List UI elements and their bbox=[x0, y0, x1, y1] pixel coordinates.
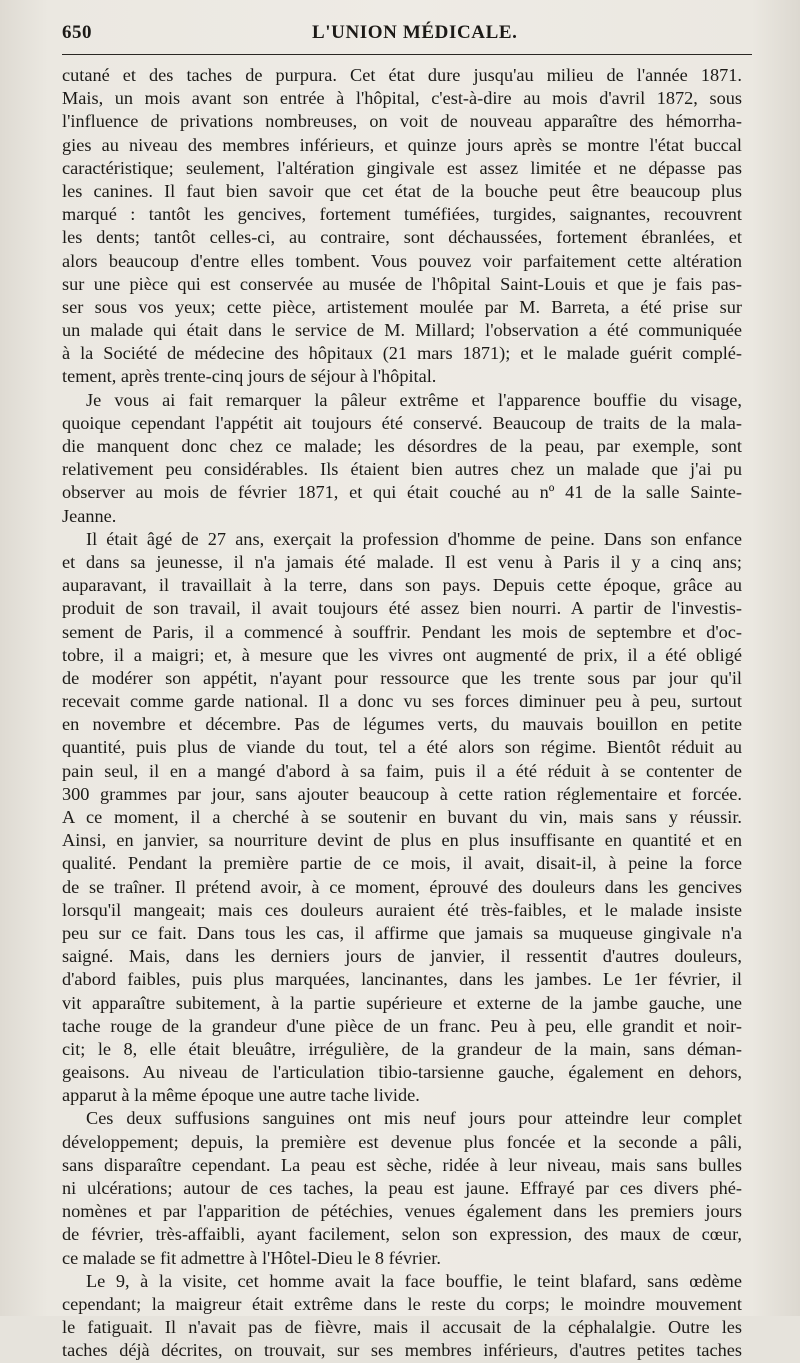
text-line: l'influence de privations nombreuses, on voit de nouveau apparaître des hémorrha- bbox=[62, 111, 742, 132]
text-line: peu sur ce fait. Dans tous les cas, il affirme que jamais sa muqueuse gingivale n'a bbox=[62, 922, 742, 943]
text-line: produit de son travail, il avait toujours été assez bien nourri. A partir de l'investis- bbox=[62, 598, 742, 619]
text-line: sans disparaître cependant. La peau est sèche, ridée à leur niveau, mais sans bulles bbox=[62, 1154, 742, 1175]
text-line: Mais, un mois avant son entrée à l'hôpital, c'est-à-dire au mois d'avril 1872, sous bbox=[62, 88, 742, 109]
text-line: les canines. Il faut bien savoir que cet état de la bouche peut être beaucoup plus bbox=[62, 180, 742, 201]
text-line: développement; depuis, la première est devenue plus foncée et la seconde a pâli, bbox=[62, 1131, 742, 1152]
running-header bbox=[62, 22, 752, 48]
text-line: Ces deux suffusions sanguines ont mis neuf jours pour atteindre leur complet bbox=[86, 1108, 742, 1129]
text-line: observer au mois de février 1871, et qui était couché au nº 41 de la salle Sainte- bbox=[62, 482, 742, 503]
text-line: et dans sa jeunesse, il n'a jamais été malade. Il est venu à Paris il y a cinq ans; bbox=[62, 551, 742, 572]
body-text bbox=[62, 64, 742, 1363]
text-line: Jeanne. bbox=[62, 505, 117, 526]
text-line: 300 grammes par jour, sans ajouter beaucoup à cette ration réglementaire et forcée. bbox=[62, 783, 742, 804]
text-line: de février, très-affaibli, ayant facilement, selon son expression, des maux de cœur, bbox=[62, 1224, 742, 1245]
text-line: relativement peu considérables. Ils étaient bien autres chez un malade que j'ai pu bbox=[62, 459, 742, 480]
text-line: ser sous vos yeux; cette pièce, artistement moulée par M. Barreta, a été prise sur bbox=[62, 296, 742, 317]
text-line: alors beaucoup d'entre elles tombent. Vous pouvez voir parfaitement cette altération bbox=[62, 250, 742, 271]
text-line: le fatiguait. Il n'avait pas de fièvre, mais il accusait de la céphalalgie. Outre les bbox=[62, 1317, 742, 1338]
text-line: quantité, puis plus de viande du tout, tel a été alors son régime. Bientôt réduit au bbox=[62, 737, 742, 758]
text-line: sement de Paris, il a commencé à souffrir. Pendant les mois de septembre et d'oc- bbox=[62, 621, 742, 642]
text-line: recevait comme garde national. Il a donc vu ses forces diminuer peu à peu, surtout bbox=[62, 691, 742, 712]
text-line: die manquent donc chez ce malade; les désordres de la peau, par exemple, sont bbox=[62, 436, 742, 456]
text-line: tobre, il a maigri; et, à mesure que les vivres ont augmenté de prix, il a été obligé bbox=[62, 644, 742, 665]
text-line: geaisons. Au niveau de l'articulation tibio-tarsienne gauche, également en dehors, bbox=[62, 1062, 742, 1083]
text-line: saigné. Mais, dans les derniers jours de janvier, il ressentit d'autres douleurs, bbox=[62, 946, 742, 967]
text-line: les dents; tantôt celles-ci, au contraire, sont déchaussées, fortement ébranlées, et bbox=[62, 227, 742, 248]
text-line: un malade qui était dans le service de M. Millard; l'observation a été communiquée bbox=[62, 320, 742, 341]
text-line: à la Société de médecine des hôpitaux (21 mars 1871); et le malade guérit complé- bbox=[62, 343, 742, 364]
text-line: Le 9, à la visite, cet homme avait la face bouffie, le teint blafard, sans œdème bbox=[86, 1270, 742, 1291]
text-line: taches déjà décrites, on trouvait, sur ses membres inférieurs, d'autres petites taches bbox=[62, 1340, 742, 1361]
text-line: ce malade se fit admettre à l'Hôtel-Dieu le 8 février. bbox=[62, 1247, 441, 1268]
text-line: qualité. Pendant la première partie de ce mois, il avait, disait-il, à peine la force bbox=[62, 853, 742, 874]
text-line: cependant; la maigreur était extrême dans le reste du corps; le moindre mouvement bbox=[62, 1293, 742, 1314]
text-line: cutané et des taches de purpura. Cet état dure jusqu'au milieu de l'année 1871. bbox=[62, 65, 742, 85]
text-line: Il était âgé de 27 ans, exerçait la profession d'homme de peine. Dans son enfance bbox=[86, 528, 742, 549]
text-line: apparut à la même époque une autre tache livide. bbox=[62, 1085, 420, 1106]
text-line: pain seul, il en a mangé d'abord à sa faim, puis il a été réduit à se contenter de bbox=[62, 760, 742, 781]
text-line: Ainsi, en janvier, sa nourriture devint de plus en plus insuffisante en quantité et en bbox=[62, 830, 742, 851]
text-line: A ce moment, il a cherché à se soutenir en buvant du vin, mais sans y réussir. bbox=[62, 807, 742, 827]
running-title: L'UNION MÉDICALE. bbox=[312, 22, 518, 43]
text-line: de modérer son appétit, n'ayant pour ressource que les trente sous par jour qu'il bbox=[62, 667, 742, 688]
text-line: en novembre et décembre. Pas de légumes verts, du mauvais bouillon en petite bbox=[62, 714, 742, 735]
text-line: d'abord faibles, puis plus marquées, lancinantes, dans les jambes. Le 1er février, il bbox=[62, 969, 742, 990]
text-line: tement, après trente-cinq jours de séjour à l'hôpital. bbox=[62, 366, 437, 387]
header-rule bbox=[62, 54, 752, 55]
text-line: marqué : tantôt les gencives, fortement tuméfiées, turgides, saignantes, recouvrent bbox=[62, 204, 742, 225]
text-line: caractéristique; seulement, l'altération gingivale est assez limitée et ne dépasse pas bbox=[62, 157, 742, 178]
text-line: ni ulcérations; autour de ces taches, la peau est jaune. Effrayé par ces divers phé- bbox=[62, 1178, 742, 1198]
text-line: nomènes et par l'apparition de pétéchies, venues également dans les premiers jours bbox=[62, 1201, 742, 1222]
text-line: de se traîner. Il prétend avoir, à ce moment, éprouvé des douleurs dans les gencives bbox=[62, 876, 742, 897]
page-number: 650 bbox=[62, 22, 92, 43]
text-line: sur une pièce qui est conservée au musée de l'hôpital Saint-Louis et que je fais pas- bbox=[62, 273, 742, 294]
text-line: quoique cependant l'appétit ait toujours été conservé. Beaucoup de traits de la mala- bbox=[62, 412, 742, 433]
text-line: cit; le 8, elle était bleuâtre, irrégulière, de la grandeur de la main, sans déman- bbox=[62, 1038, 742, 1059]
text-line: vit apparaître subitement, à la partie supérieure et externe de la jambe gauche, une bbox=[62, 992, 742, 1013]
text-line: Je vous ai fait remarquer la pâleur extrême et l'apparence bouffie du visage, bbox=[86, 389, 742, 410]
text-line: gies au niveau des membres inférieurs, et quinze jours après se montre l'état buccal bbox=[62, 134, 742, 155]
text-line: tache rouge de la grandeur d'une pièce de un franc. Peu à peu, elle grandit et noir- bbox=[62, 1015, 742, 1036]
text-line: auparavant, il travaillait à la terre, dans son pays. Depuis cette époque, grâce au bbox=[62, 575, 742, 596]
text-line: lorsqu'il mangeait; mais ces douleurs auraient été très-faibles, et le malade insiste bbox=[62, 899, 742, 920]
